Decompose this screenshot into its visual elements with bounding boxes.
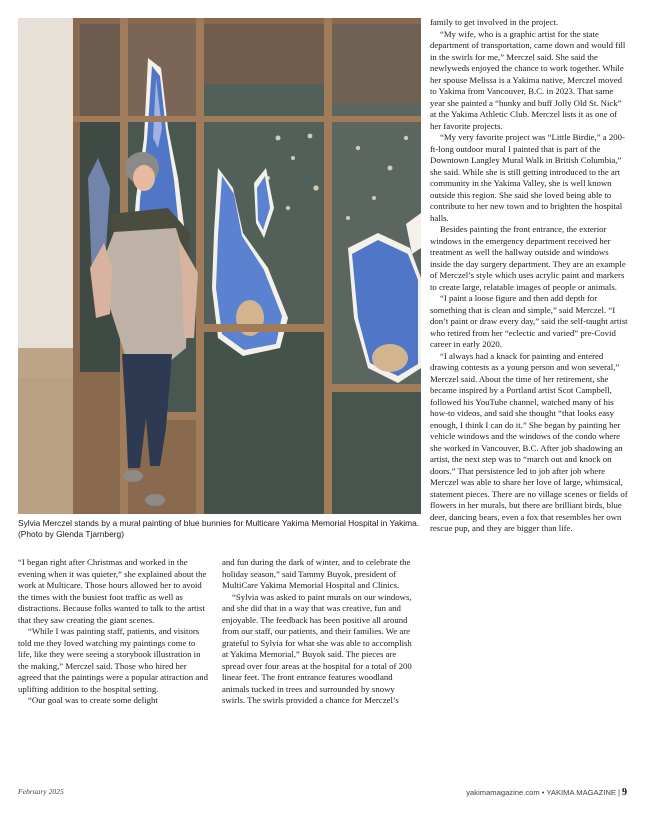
footer-site xyxy=(466,787,627,798)
article-column-3 xyxy=(430,17,628,535)
paragraph: “My very favorite project was “Little Birdie,” a 200-ft-long outdoor mural I painted that is part of the Downtown Langley Mural Walk in British Columbia,” she said. While she is still getting introduced to the art community in the Yakima Valley, she is well known outside this region. She said she loved being able to contribute to her new town and to brighten the hospital halls. xyxy=(430,132,625,223)
paragraph: family to get involved in the project. xyxy=(430,17,559,27)
paragraph: Besides painting the front entrance, the exterior windows in the emergency department received her treatment as well the hallway outside and windows inside the day surgery department. They are an example of Merczel’s style which uses acrylic paint and markers to create large, relatable images of people or animals. xyxy=(430,224,626,292)
article-photo xyxy=(18,18,421,514)
paragraph: “My wife, who is a graphic artist for the state department of transportation, came down and would fill in the swirls for me,” Merczel said. She said the newlyweds enjoyed the chance to work together. While her spouse Melissa is a Yakima native, Merczel moved to Yakima from Vancouver, B.C. in 2023. That same year she painted a “hunky and buff Jolly Old St. Nick” at the Yakima Athletic Club. Merczel lists it as one of her favorite projects. xyxy=(430,28,626,131)
paragraph: “I paint a loose figure and then add depth for something that is clean and simple,” said Merczel. “I don’t paint or draw every day,” said the self-taught artist who retired from her “eclectic and varied” pre-Covid career in early 2020. xyxy=(430,293,628,349)
page-number: 9 xyxy=(622,787,627,798)
photo-caption: Sylvia Merczel stands by a mural painting of blue bunnies for Multicare Yakima Memorial Hospital in Yakima. (Photo by Glenda Tjarnberg) xyxy=(18,518,420,540)
footer-date: February 2025 xyxy=(18,787,64,796)
paragraph: “While I was painting staff, patients, and visitors told me they loved watching my paintings come to life, like they were seeing a storybook illustration in the making,” Merczel said. Those who hired her agreed that the paintings were a popular attraction and uplifting addition to the hospital setting. xyxy=(18,626,208,694)
paragraph: “I began right after Christmas and worked in the evening when it was quieter,” she explained about the work at Multicare. Those hours allowed her to avoid the times with the busiest foot traffic as well as distractions. Because folks wanted to talk to the artist that they saw creating the giant scenes. xyxy=(18,557,207,625)
article-column-1 xyxy=(18,557,210,707)
paragraph: “I always had a knack for painting and entered drawing contests as a young person and won several,” Merczel said. About the time of her retirement, she became inspired by a Portland artist Scot Campbell, followed his YouTube channel, watched many of his how-to videos, and said she thought “that looks easy enough, I think I can do it.” She began by painting her vehicle windows and the windows of the condo where she worked in Vancouver, B.C. After job shadowing an artist, the next step was to “march out and knock on doors.” That persistence led to job after job where Merczel was able to share her love of large, whimsical, statement pieces. There are no village scenes or fields of flowers in her murals, but there are brilliant birds, blue deer, dancing bears, even a fox that resembles her own rescue pup, and they are bigger than life. xyxy=(430,350,628,533)
paragraph: and fun during the dark of winter, and to celebrate the holiday season,” said Tammy Buyok, president of MultiCare Yakima Memorial Hospital and Clinics. xyxy=(222,557,411,590)
article-column-2 xyxy=(222,557,420,707)
paragraph: “Sylvia was asked to paint murals on our windows, and she did that in a way that was creative, fun and enjoyable. The feedback has been positive all around from our staff, our patients, and their families. We are grateful to Sylvia for what she was able to accomplish at Yakima Memorial,” Buyok said. The pieces are spread over four areas at the hospital for a total of 200 linear feet. The front entrance features woodland animals tucked in trees and surrounded by snowy swirls. The swirls provided a chance for Merczel’s xyxy=(222,591,412,705)
paragraph: “Our goal was to create some delight xyxy=(28,695,158,705)
footer-site-text: yakimamagazine.com • YAKIMA MAGAZINE | xyxy=(466,788,620,797)
